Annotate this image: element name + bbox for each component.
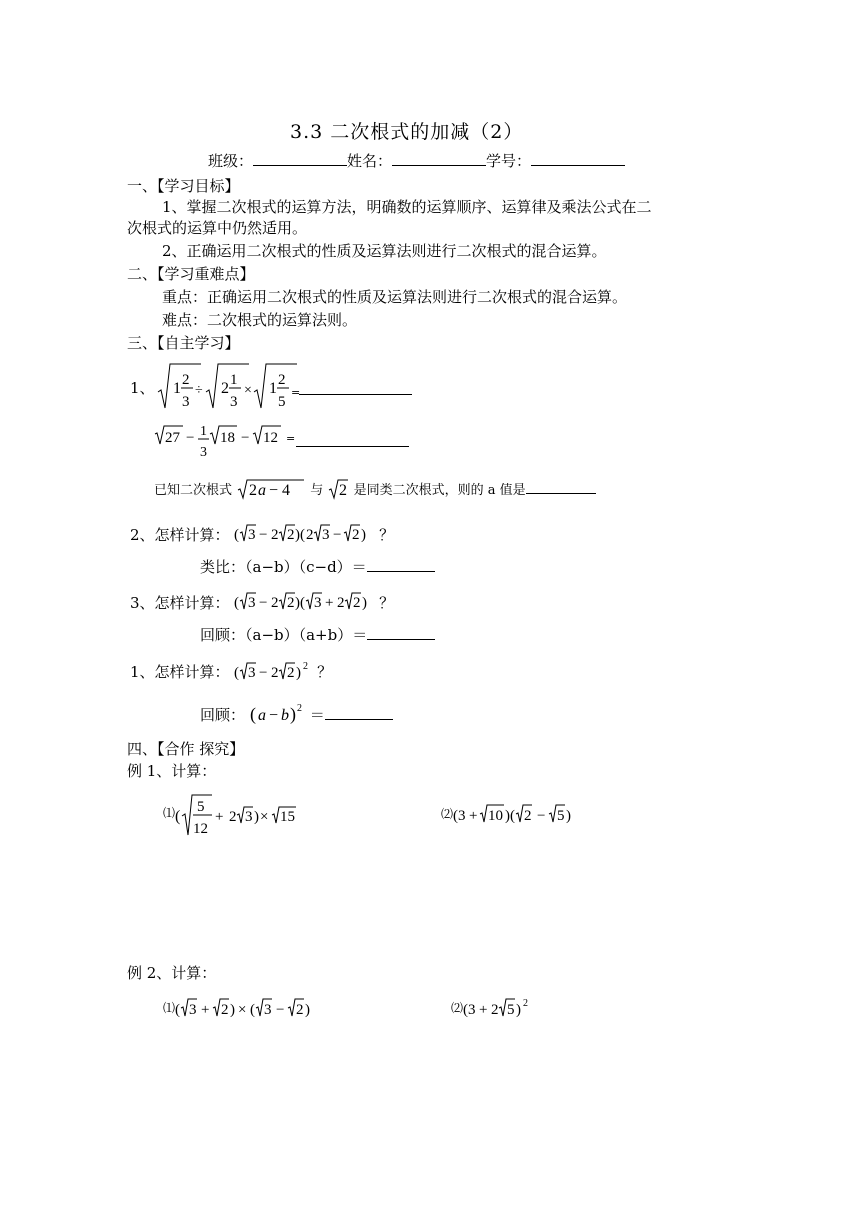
svg-text:−: −	[241, 430, 250, 446]
svg-text:5: 5	[507, 1002, 515, 1018]
question-3-prefix: 3、怎样计算：	[130, 594, 230, 612]
svg-text:18: 18	[220, 430, 235, 446]
svg-text:): )	[305, 1002, 310, 1018]
question-4-review-eq: ＝	[309, 706, 325, 724]
formula-q4	[234, 659, 312, 683]
svg-text:2: 2	[271, 595, 279, 611]
name-blank[interactable]	[392, 151, 486, 166]
svg-text:−: −	[269, 482, 279, 499]
svg-text:2: 2	[287, 665, 295, 681]
question-3-suffix: ？	[379, 594, 395, 612]
student-id-label: 学号：	[486, 152, 532, 170]
svg-text:+: +	[215, 809, 224, 825]
svg-text:−: −	[537, 808, 546, 824]
question-4-review-label: 回顾：	[200, 706, 246, 724]
svg-text:3: 3	[314, 595, 322, 611]
question-2-analogy-blank[interactable]	[367, 557, 435, 572]
svg-text:+: +	[469, 808, 478, 824]
svg-text:2: 2	[287, 595, 295, 611]
class-blank[interactable]	[253, 151, 347, 166]
question-1-answer-blank[interactable]	[299, 394, 412, 395]
svg-text:1: 1	[200, 424, 207, 439]
svg-text:(: (	[175, 808, 181, 825]
svg-text:−: −	[259, 527, 268, 543]
question-2-suffix: ？	[379, 526, 395, 544]
svg-text:1: 1	[269, 380, 277, 397]
example-1-part-1-label: ⑴	[163, 806, 176, 820]
name-label: 姓名：	[347, 152, 393, 170]
svg-text:×: ×	[244, 383, 252, 398]
svg-text:2: 2	[337, 595, 345, 611]
question-4-review-blank[interactable]	[325, 705, 393, 720]
svg-text:): )	[254, 809, 259, 825]
question-1c-mid: 与	[310, 483, 324, 498]
svg-text:−: −	[333, 527, 342, 543]
section-heading-cooperation: 四、【合作 探究】	[127, 740, 245, 758]
svg-text:b: b	[280, 707, 289, 724]
svg-text:−: −	[259, 595, 268, 611]
difficult-point: 难点：二次根式的运算法则。	[162, 311, 358, 329]
svg-text:−: −	[268, 707, 278, 724]
svg-text:): )	[361, 527, 367, 543]
svg-text:): )	[516, 1002, 521, 1018]
question-1c	[154, 478, 596, 502]
svg-text:2: 2	[221, 1002, 229, 1018]
question-1b-eq: =	[286, 432, 296, 445]
question-4	[130, 659, 332, 683]
svg-text:2: 2	[352, 527, 360, 543]
class-label: 班级：	[208, 152, 254, 170]
page-title: 3.3 二次根式的加减（2）	[290, 121, 524, 143]
svg-text:−: −	[259, 665, 268, 681]
example-2-part-2-label: ⑵	[451, 1001, 464, 1015]
section-heading-self-study: 三、【自主学习】	[127, 334, 240, 352]
formula-q1	[155, 360, 305, 416]
svg-text:3: 3	[200, 445, 207, 460]
goal-1-line2: 次根式的运算中仍然适用。	[127, 219, 308, 237]
svg-text:2: 2	[339, 482, 348, 499]
question-3-review	[200, 625, 435, 645]
sqrt-2	[327, 478, 349, 500]
svg-text:5: 5	[278, 394, 286, 410]
svg-text:2: 2	[306, 527, 314, 543]
svg-text:15: 15	[280, 809, 295, 825]
sqrt-2a-4	[236, 478, 306, 500]
example-1-part-2-label: ⑵	[441, 807, 454, 821]
svg-text:(3: (3	[453, 808, 466, 824]
student-id-blank[interactable]	[531, 151, 625, 166]
svg-text:1: 1	[173, 380, 181, 397]
svg-text:(: (	[175, 1002, 180, 1018]
goal-2: 2、正确运用二次根式的性质及运算法则进行二次根式的混合运算。	[162, 242, 607, 260]
question-4-suffix: ？	[317, 663, 333, 681]
student-info-row	[208, 151, 625, 171]
svg-text:−: −	[276, 1002, 285, 1018]
svg-text:)(: )(	[295, 527, 306, 543]
example-1-heading: 例 1、计算：	[127, 762, 217, 780]
svg-text:): )	[289, 704, 296, 724]
section-heading-goals: 一、【学习目标】	[127, 177, 240, 195]
question-2-analogy-text: 类比：（a−b）（c−d）＝	[200, 558, 367, 576]
question-1-eq: =	[291, 386, 301, 399]
svg-text:3: 3	[230, 394, 238, 410]
question-1c-answer-blank[interactable]	[526, 481, 596, 494]
svg-text:10: 10	[488, 808, 503, 824]
svg-text:2: 2	[303, 661, 309, 672]
svg-text:): )	[296, 665, 302, 681]
example-2-part-1-label: ⑴	[163, 1001, 176, 1015]
svg-text:2: 2	[249, 482, 258, 499]
question-3-review-text: 回顾：（a−b）（a+b）＝	[200, 626, 368, 644]
question-2	[130, 523, 394, 545]
svg-text:2: 2	[524, 808, 532, 824]
formula-ex1-1	[175, 792, 325, 840]
svg-text:−: −	[186, 430, 195, 446]
question-3-review-blank[interactable]	[367, 625, 435, 640]
svg-text:a: a	[257, 707, 266, 724]
formula-ex2-1	[175, 996, 350, 1022]
svg-text:2: 2	[271, 527, 279, 543]
formula-q2	[234, 523, 374, 545]
svg-text:÷: ÷	[195, 383, 203, 398]
svg-text:3: 3	[182, 394, 190, 410]
svg-text:): )	[566, 808, 571, 824]
svg-text:2: 2	[287, 527, 295, 543]
svg-text:2: 2	[523, 998, 528, 1009]
svg-text:2: 2	[296, 1002, 304, 1018]
svg-text:27: 27	[165, 430, 180, 446]
section-heading-keypoints: 二、【学习重难点】	[127, 265, 255, 283]
formula-a-minus-b-squared	[250, 702, 310, 726]
svg-text:12: 12	[263, 430, 278, 446]
svg-text:2: 2	[491, 1002, 499, 1018]
svg-text:5: 5	[197, 799, 205, 815]
question-4-review	[200, 702, 393, 726]
question-2-prefix: 2、怎样计算：	[130, 526, 230, 544]
svg-text:)(: )(	[505, 808, 515, 824]
svg-text:(: (	[250, 1002, 255, 1018]
svg-text:2: 2	[353, 595, 361, 611]
svg-text:(: (	[234, 665, 240, 681]
svg-text:2: 2	[182, 372, 190, 388]
svg-text:(: (	[234, 527, 240, 543]
svg-text:(: (	[249, 704, 256, 724]
svg-text:3: 3	[245, 809, 253, 825]
formula-q3	[234, 591, 374, 613]
svg-text:): )	[230, 1002, 235, 1018]
svg-text:1: 1	[230, 372, 238, 388]
svg-text:2: 2	[296, 703, 302, 714]
question-4-prefix: 1、怎样计算：	[130, 663, 230, 681]
svg-text:×: ×	[260, 809, 269, 825]
svg-text:3: 3	[189, 1002, 197, 1018]
svg-text:3: 3	[248, 527, 256, 543]
formula-ex1-2	[453, 802, 603, 828]
svg-text:2: 2	[278, 372, 286, 388]
svg-text:5: 5	[557, 808, 565, 824]
svg-text:)(: )(	[295, 595, 306, 611]
formula-q1b	[153, 420, 296, 468]
question-3	[130, 591, 394, 613]
svg-text:4: 4	[282, 482, 291, 499]
svg-text:+: +	[325, 595, 334, 611]
svg-text:a: a	[258, 482, 267, 499]
formula-ex2-2	[463, 996, 553, 1022]
goal-1-line1: 1、掌握二次根式的运算方法，明确数的运算顺序、运算律及乘法公式在二	[162, 198, 652, 216]
question-1-number: 1、	[130, 379, 155, 397]
svg-text:): )	[362, 595, 368, 611]
example-2-heading: 例 2、计算：	[127, 964, 217, 982]
question-1c-post: 是同类二次根式，则的 a 值是	[353, 483, 526, 498]
svg-text:(3: (3	[463, 1002, 476, 1018]
svg-text:+: +	[479, 1002, 488, 1018]
question-2-analogy	[200, 557, 435, 577]
svg-text:+: +	[201, 1002, 210, 1018]
svg-text:3: 3	[322, 527, 330, 543]
question-1b-answer-blank[interactable]	[296, 446, 409, 447]
key-point: 重点：正确运用二次根式的性质及运算法则进行二次根式的混合运算。	[162, 288, 628, 306]
svg-text:3: 3	[248, 595, 256, 611]
question-1c-pre: 已知二次根式	[154, 483, 233, 498]
svg-text:3: 3	[248, 665, 256, 681]
svg-text:12: 12	[193, 821, 208, 837]
svg-text:3: 3	[264, 1002, 272, 1018]
svg-text:(: (	[234, 595, 240, 611]
svg-text:2: 2	[229, 809, 237, 825]
svg-text:×: ×	[238, 1002, 247, 1018]
svg-text:2: 2	[271, 665, 279, 681]
svg-text:2: 2	[221, 380, 229, 397]
